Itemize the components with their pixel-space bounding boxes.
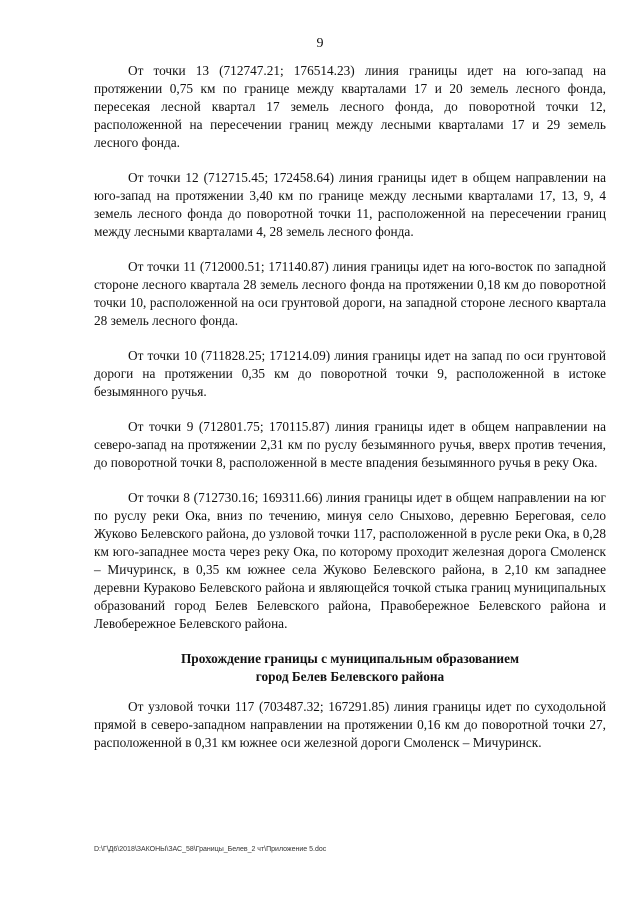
page-number: 9 xyxy=(316,36,324,51)
file-path-footer: D:\Г\Д6\2018\ЗАКОНЫ\ЗАС_58\Границы_Белев_2 чт\Приложение 5.doc xyxy=(94,846,327,853)
paragraph-point-13: От точки 13 (712747.21; 176514.23) линия границы идет на юго-запад на протяжении 0,75 км по границе между кварталами 17 и 20 земель лесного фонда, пересекая лесной квартал 17 земель лесного фонда, до поворотной точки 12, расположенной на пересечении границ между лесными кварталами 17 и 29 земель лесного фонда. xyxy=(94,63,606,150)
paragraph-point-8: От точки 8 (712730.16; 169311.66) линия границы идет в общем направлении на юг по руслу реки Ока, вниз по течению, минуя село Сныхово, деревню Береговая, село Жуково Белевского района, до узловой точки 117, расположенной в русле реки Ока, в 0,28 км юго-западнее моста через реку Ока, по которому проходит железная дорога Смоленск – Мичуринск, в 0,35 км южнее села Жуково Белевского района, в 2,10 км западнее деревни Кураково Белевского района и являющейся точкой стыка границ муниципальных образований город Белев Белевского района, Правобережное Белевского района и Левобережное Белевского района. xyxy=(94,490,606,631)
paragraph-point-10: От точки 10 (711828.25; 171214.09) линия границы идет на запад по оси грунтовой дороги на протяжении 0,35 км до поворотной точки 9, расположенной в истоке безымянного ручья. xyxy=(94,348,606,399)
paragraph-point-9: От точки 9 (712801.75; 170115.87) линия границы идет в общем направлении на северо-запад на протяжении 2,31 км по руслу безымянного ручья, вверх против течения, до поворотной точки 8, расположенной в месте впадения безымянного ручья в реку Ока. xyxy=(94,419,606,470)
paragraph-point-11: От точки 11 (712000.51; 171140.87) линия границы идет на юго-восток по западной стороне лесного квартала 28 земель лесного фонда на протяжении 0,18 км до поворотной точки 10, расположенной на оси грунтовой дороги, на западной стороне лесного квартала 28 земель лесного фонда. xyxy=(94,259,606,328)
document-body xyxy=(94,62,606,769)
section-heading-line-1: Прохождение границы с муниципальным образованием xyxy=(180,651,520,666)
paragraph-point-12: От точки 12 (712715.45; 172458.64) линия границы идет в общем направлении на юго-запад на протяжении 3,40 км по границе между лесными кварталами 17, 13, 9, 4 земель лесного фонда до поворотной точки 11, расположенной на пересечении границ между лесными кварталами 4, 28 земель лесного фонда. xyxy=(94,170,606,239)
section-heading xyxy=(94,650,606,686)
section-heading-line-2: город Белев Белевского района xyxy=(255,669,445,684)
paragraph-point-117: От узловой точки 117 (703487.32; 167291.85) линия границы идет по суходольной прямой в северо-западном направлении на протяжении 0,16 км до поворотной точки 27, расположенной в 0,31 км южнее оси железной дороги Смоленск – Мичуринск. xyxy=(94,699,606,750)
